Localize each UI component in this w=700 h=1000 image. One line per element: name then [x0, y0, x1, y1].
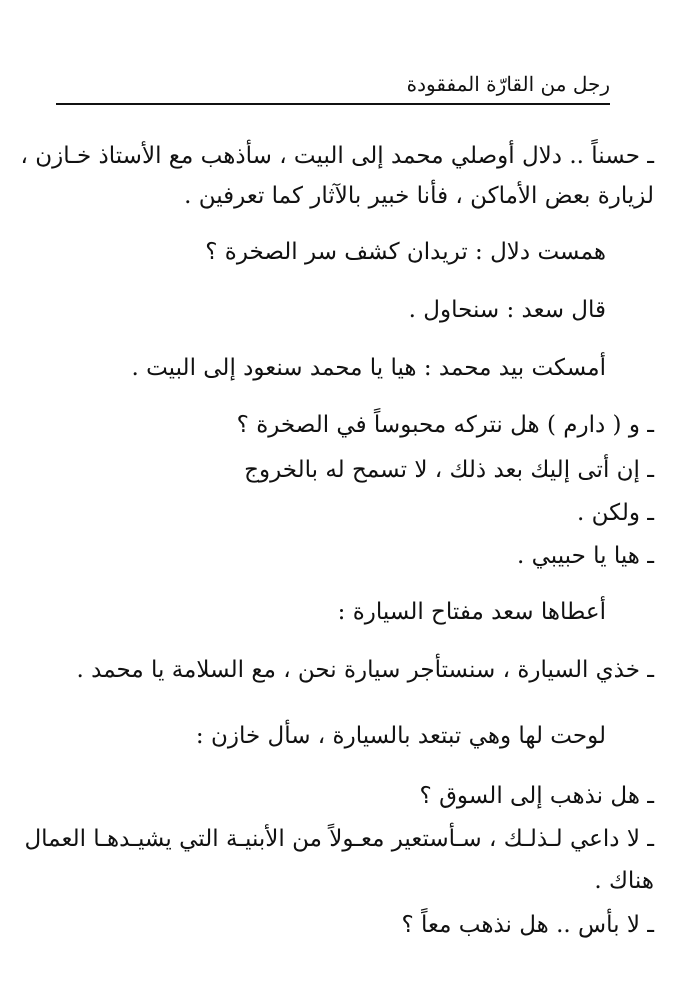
- text-line: همست دلال : تريدان كشف سر الصخرة ؟: [205, 239, 606, 265]
- text-line: لوحت لها وهي تبتعد بالسيارة ، سأل خازن :: [195, 723, 606, 749]
- text-line: هناك .: [594, 868, 654, 894]
- text-line: ـ إن أتى إليك بعد ذلك ، لا تسمح له بالخروج: [244, 457, 654, 483]
- text-line: ـ حسناً .. دلال أوصلي محمد إلى البيت ، سأذهب مع الأستاذ خـازن ،: [20, 143, 654, 169]
- text-line: ـ هل نذهب إلى السوق ؟: [419, 783, 654, 809]
- text-line: ـ ولكن .: [577, 500, 654, 526]
- text-line: ـ لا بأس .. هل نذهب معاً ؟: [401, 912, 654, 938]
- text-line: ـ و ( دارم ) هل نتركه محبوساً في الصخرة ؟: [236, 412, 654, 438]
- text-line: ـ خذي السيارة ، سنستأجر سيارة نحن ، مع السلامة يا محمد .: [76, 657, 654, 683]
- text-line: ـ هيا يا حبيبي .: [517, 543, 654, 569]
- header-rule: [56, 103, 610, 105]
- text-line: أعطاها سعد مفتاح السيارة :: [337, 599, 606, 625]
- text-line: أمسكت بيد محمد : هيا يا محمد سنعود إلى البيت .: [131, 355, 606, 381]
- running-header: رجل من القارّة المفقودة: [406, 72, 610, 96]
- text-line: ـ لا داعي لـذلـك ، سـأستعير معـولاً من الأبنيـة التي يشيـدهـا العمال: [24, 826, 654, 852]
- text-line: لزيارة بعض الأماكن ، فأنا خبير بالآثار كما تعرفين .: [184, 183, 654, 209]
- text-line: قال سعد : سنحاول .: [408, 297, 606, 323]
